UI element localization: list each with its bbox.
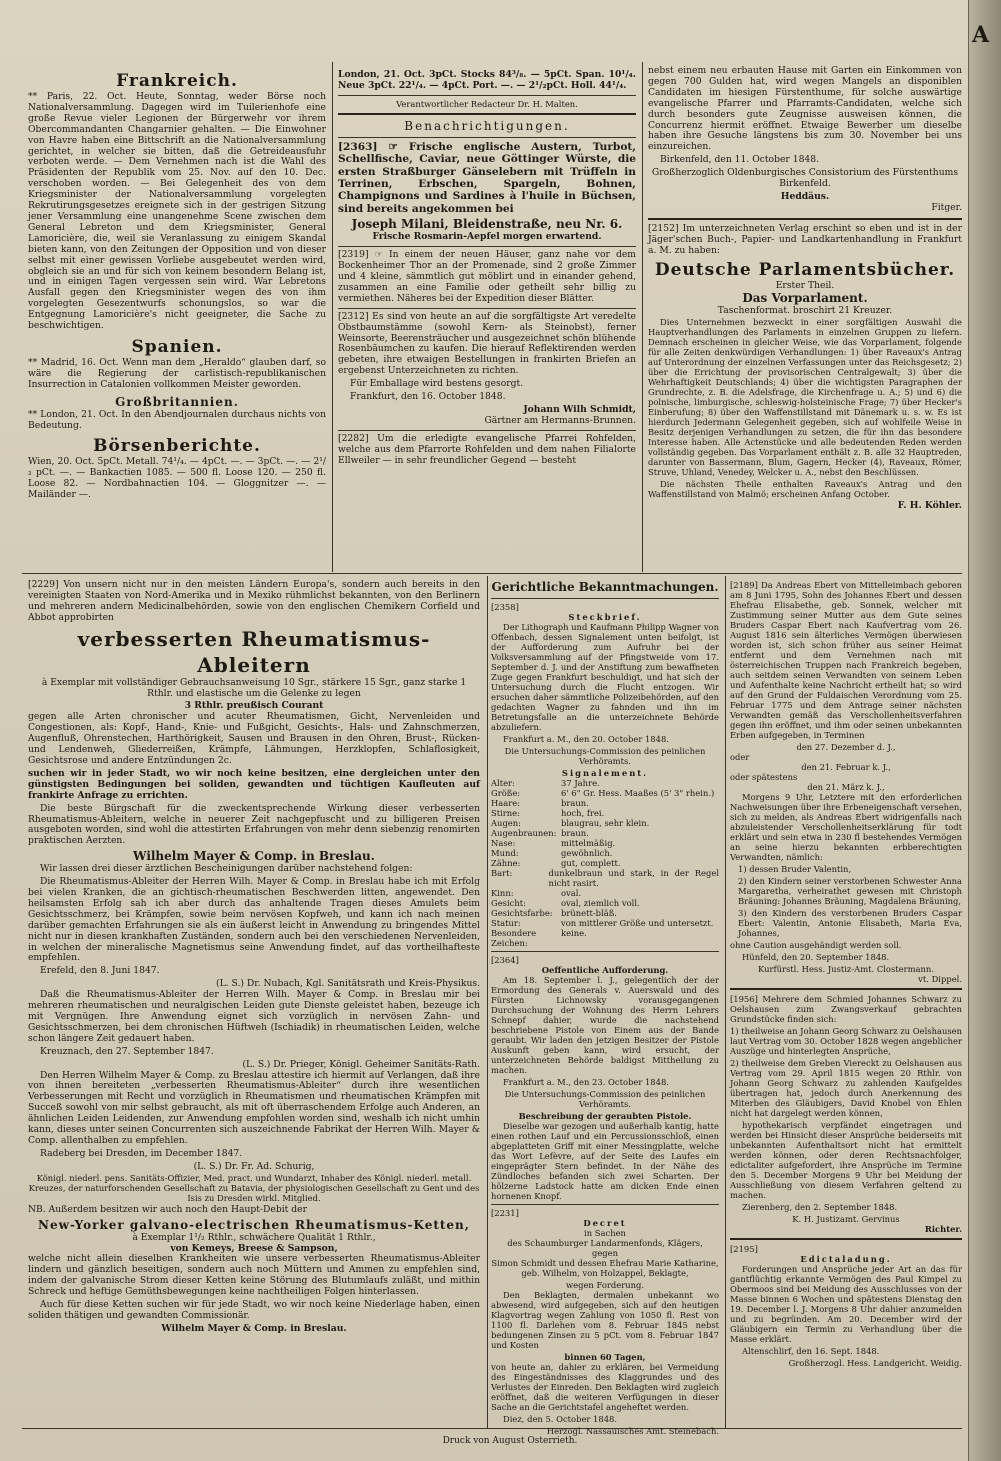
heading-gb: Großbritannien. [115, 394, 239, 409]
page-edge [968, 0, 1001, 1461]
signalement-value: dunkelbraun und stark, in der Regel nicht rasirt. [548, 868, 719, 888]
decret-defendants: Simon Schmidt und dessen Ehefrau Marie Katharine, geb. Wilhelm, von Holzappel, Beklagte, [491, 1258, 719, 1278]
edict-heading: Edictaladung. [800, 1254, 892, 1264]
decret-gegen: gegen [591, 1248, 619, 1258]
column-news [28, 70, 326, 570]
rheuma-courant: 3 Rthlr. preußisch Courant [184, 700, 324, 712]
rheuma-sig: Wilhelm Mayer & Comp. in Breslau. [161, 1322, 347, 1334]
signalement-row [491, 848, 719, 858]
heading-boerse: Börsenberichte. [93, 436, 261, 457]
notice-1956-item-2: 2) theilweise dem Greben Viereckt zu Oelshausen aus Vertrag vom 29. April 1815 wegen 20 Rthlr. von Johann Georg Schwarz zu zahlenden Kaufgeldes übertragen hat, jedoch durch Anerkennung des Miterben des Gläubigers, David Knobel von Ehlen nicht hat dargelegt werden können, [730, 1058, 962, 1118]
divider [730, 988, 962, 990]
column-ads-right [648, 66, 962, 570]
article-madrid: ** Madrid, 16. Oct. Wenn man dem „Heraldo“ glauben darf, so wäre die Regierung der carlistisch-republikanischen Insurrection in Catalonien vollkommen Meister geworden. [28, 356, 326, 390]
signalement-value: keine. [561, 928, 587, 938]
pistole-heading: Beschreibung der geraubten Pistole. [518, 1111, 692, 1121]
ad-2319: [2319] ☞ In einem der neuen Häuser, ganz nahe vor dem Bockenheimer Thor an der Promenade, sind 2 große Zimmer und 4 kleine, sämmtlich gut möblirt und in einander gehend, zusammen an eine Familie oder getheilt sehr billig zu vermiethen. Näheres bei der Expedition dieser Blätter. [338, 249, 636, 304]
ad-2282: [2282] Um die erledigte evangelische Pfarrei Rohfelden, welche aus dem Pfarrorte Rohfelden und dem nahen Filialorte Ellweiler — in sehr freundlicher Gegend — besteht [338, 432, 636, 466]
steckbrief-commission: Die Untersuchungs-Commission des peinlichen Verhöramts. [504, 746, 706, 766]
divider [338, 95, 636, 96]
heading-spain: Spanien. [131, 336, 223, 357]
decret-forderung: wegen Forderung. [565, 1280, 645, 1290]
notice-2189-date: Hünfeld, den 20. September 1848. [742, 952, 890, 962]
ad-milani: Joseph Milani, Bleidenstraße, neu Nr. 6. [351, 217, 623, 232]
signalement-row [491, 838, 719, 848]
rheuma-nb: NB. Außerdem besitzen wir auch noch den Haupt-Debit der [28, 1203, 307, 1215]
ketten-price: à Exemplar 1¹/₂ Rthlr., schwächere Qualität 1 Rthlr., [132, 1231, 376, 1243]
column-rule [487, 576, 488, 1428]
heading-france: Frankreich. [116, 71, 238, 91]
notice-1956-body: hypothekarisch verpfändet eingetragen und werden bei Hinsicht dieser Ansprüche beiderseits mit unbekannten Aufenthaltsort nicht hat ermittelt werden können, oder deren Rechtsnachfolger, edictaliter aufgefordert, ihre Ansprüche im Termine den 5. December Morgens 9 Uhr bei Meidung der Ausschließung von diesem Verfahren geltend zu machen. [730, 1120, 962, 1200]
column-rule [332, 62, 333, 572]
heading-notices: Benachrichtigungen. [404, 118, 570, 133]
notice-2231-id: [2231] [491, 1208, 519, 1218]
steckbrief-heading: Steckbrief. [568, 612, 642, 622]
cert-3-sig: (L. S.) Dr. Fr. Ad. Schurig, [193, 1160, 315, 1172]
book-format: Taschenformat. broschirt 21 Kreuzer. [717, 305, 893, 317]
signalement-row [491, 928, 719, 948]
notice-1956-date: Zierenberg, den 2. September 1848. [742, 1202, 898, 1212]
rheuma-intro: [2229] Von unsern nicht nur in den meisten Ländern Europa's, sondern auch bereits in den vereinigten Staaten von Nord-Amerika und in Mexiko rühmlichst bekannten, von den Berlinern und mehreren andern Medicinalbehörden, sowie von den englischen Chemikern Corfield und Abbot approbirten [28, 579, 480, 623]
rheuma-title: verbesserten Rheumatismus-Ableitern [77, 626, 431, 677]
cert-1-sig: (L. S.) Dr. Nubach, Kgl. Sanitätsrath und Kreis-Physikus. [216, 978, 480, 990]
notice-2189-authority: Kurfürstl. Hess. Justiz-Amt. Clostermann. [758, 964, 934, 974]
decret-body: Den Beklagten, dermalen unbekannt wo abwesend, wird aufgegeben, sich auf den heutigen Klagvortrag wegen Zahlung von 1050 fl. Rest von 1100 fl. Darlehen vom 8. Februar 1845 nebst bedungenen Zinsen zu 5 pCt. vom 8. Februar 1847 und Kosten [491, 1290, 719, 1350]
notice-2189-sig: vt. Dippel. [918, 974, 962, 984]
column-rule [725, 576, 726, 1428]
signalement-key: Mund: [491, 848, 519, 858]
sig-fitger: Fitger. [931, 201, 962, 213]
signalement-value: von mittlerer Größe und untersetzt. [561, 918, 714, 928]
signalement-key: Statur: [491, 918, 521, 928]
notice-1956-item-1: 1) theilweise an Johann Georg Schwarz zu Oelshausen laut Vertrag vom 30. October 1828 wegen angeblicher Auszüge und hinterlegten Ansprüche, [730, 1026, 962, 1056]
divider [338, 430, 636, 431]
notice-2189-body: Morgens 9 Uhr, Letztere mit den erforderlichen Nachweisungen über ihre Erbeneigenschaft versehen, sich zu melden, als Andreas Ebert widrigenfalls nach abzuleistender Verschollenheitserklärung für todt erklärt und sein etwa in 230 fl bestehendes Vermögen an seine hierzu bekannten erbberechtigten Verwandten, nämlich: [730, 792, 962, 862]
article-paris: ** Paris, 22. Oct. Heute, Sonntag, weder Börse noch Nationalversammlung. Dagegen wird im Tuilerienhofe eine große Revue vieler Legionen der Bürgerwehr vor ihrem Obercommandanten Changarnier gehalten. — Die Einwohner von Havre haben eine Bittschrift an die Nationalversammlung gerichtet, in welcher sie bitten, daß die Getreideausfuhr verboten werde. — Dem Vernehmen nach ist die Wahl des Präsidenten der Republik vom 25. Nov. auf den 10. Dec. verschoben worden. — Bei Gelegenheit des von dem Kriegsminister der Nationalversammlung vorgelegten Rekrutirungsgesetzes ereignete sich in der gestrigen Sitzung jener Versammlung eine unangenehme Scene zwischen dem General Lebreton und dem Kriegsminister, General Lamoricière, die, weil sie Veranlassung zu einigem Skandal bieten kann, von den Zeitungen der Opposition und von dieser selbst mit einer gewissen Vorliebe ausgebeutet werden wird, obgleich sie an und für sich von keinem besondern Belang ist, und in einigen Tagen vergessen sein wird. War Lebretons Ausfall gegen den Kriegsminister wegen des von ihm vorgelegten Gesezentwurfs schonungslos, so war die Entgegnung Lamoricière's nicht geeigneter, die Sache zu beschwichtigen. [28, 91, 326, 332]
consistorium: Großherzoglich Oldenburgisches Consistorium des Fürstenthums Birkenfeld. [651, 167, 959, 190]
book-title: Deutsche Parlamentsbücher. [654, 259, 956, 280]
decret-body-2: von heute an, dahier zu erklären, bei Vermeidung des Eingeständnisses des Klaggrundes und des Verlustes der Einreden. Den Beklagten wird zugleich eröffnet, daß die weiteren Verfügungen in dieser Sache an die Gerichtstafel angeheftet werden. [491, 1362, 719, 1412]
ad-schmidt: Johann Wilh Schmidt, [523, 403, 636, 415]
cert-1: Die Rheumatismus-Ableiter der Herren Wilh. Mayer & Comp. in Breslau habe ich mit Erfolg bei vielen Kranken, die an gichtisch-rheumatischen Beschwerden litten, angewendet. Den heilsamsten Erfolg sah ich aber durch das anhaltende Tragen dieses Amulets beim Gesichtsschmerz, bei Krämpfen, sowie beim nervösen Kopfweh, und kann ich nach meinen darüber gemachten Erfahrungen sie als ein äußerst leicht in Anwendung zu bringendes Mittel nicht nur in diesen krankhaften Zuständen, sondern auch bei den verschiedenen Nervenleiden, in welchen der mineralische Magnetismus seine Anwendung findet, auf das vortheilhafteste empfehlen. [28, 876, 480, 964]
signalement-value: gewöhnlich. [561, 848, 613, 858]
term-2: den 21. Februar k. J., [801, 762, 891, 772]
sig-heddaeus: Heddäus. [780, 190, 830, 202]
signalement-row [491, 888, 719, 898]
court-heading: Gerichtliche Bekanntmachungen. [491, 580, 719, 594]
edict-authority: Großherzogl. Hess. Landgericht. Weidig. [788, 1358, 962, 1368]
pfarrei-cont: nebst einem neu erbauten Hause mit Garten ein Einkommen von gegen 700 Gulden hat, wird wegen Mangels an disponiblen Candidaten im hiesigen Fürstenthume, für solche auswärtige evangelische Pfarrer und Pfarramts-Candidaten, welche sich durch besonders gute Zeugnisse ausweisen können, die Concurrenz hiermit eröffnet. Etwaige Bewerber um dieselbe haben ihre Gesuche längstens bis zum 30. November bei uns einzureichen. [648, 65, 962, 153]
term-3: den 21. März k. J., [807, 782, 885, 792]
heirs-list-item: 1) dessen Bruder Valentin, [738, 864, 852, 874]
book-part: Erster Theil. [775, 279, 835, 291]
signalement-key: Alter: [491, 778, 515, 788]
notice-2189-caution: ohne Caution ausgehändigt werden soll. [730, 940, 902, 950]
signalement-row [491, 828, 719, 838]
signalement-row [491, 818, 719, 828]
next-page-fragment: A [972, 22, 991, 48]
ad-emballage: Für Emballage wird bestens gesorgt. [350, 378, 524, 390]
ketten-auch: Auch für diese Ketten suchen wir für jede Stadt, wo wir noch keine Niederlage haben, einen soliden thätigen und gewandten Commissionär. [28, 1299, 480, 1321]
divider [338, 308, 636, 309]
signalement-list [491, 778, 719, 948]
decret-plaintiff: des Schaumburger Landarmenfonds, Klägers, [507, 1238, 703, 1248]
signalement-row [491, 788, 719, 798]
rheuma-lassen: Wir lassen drei dieser ärztlichen Bescheinigungen darüber nachstehend folgen: [40, 863, 413, 875]
signalement-key: Stirne: [491, 808, 520, 818]
signalement-row [491, 808, 719, 818]
ad-2363: [2363] ☞ Frische englische Austern, Turbot, Schellfische, Caviar, neue Göttinger Würste, die ersten Straßburger Gänselebern mit Trüffeln in Terrinen, Erbschen, Spargeln, Bohnen, Champignons und Sardines à l'huile in Büchsen, sind bereits angekommen bei [338, 140, 636, 215]
column-ads [338, 70, 636, 570]
printer-imprint: Druck von August Osterrieth. [442, 1436, 578, 1446]
signalement-key: Nase: [491, 838, 516, 848]
term-oder-1: oder [730, 752, 750, 762]
decret-heading: Decret [583, 1218, 627, 1228]
ad-gaertner: Gärtner am Hermanns-Brunnen. [484, 414, 636, 426]
term-1: den 27. Dezember d. J., [796, 742, 896, 752]
article-london: ** London, 21. Oct. In den Abendjournalen durchaus nichts von Bedeutung. [28, 408, 326, 431]
divider [491, 1204, 719, 1205]
notice-1956-sig: Richter. [924, 1224, 962, 1234]
cert-2: Daß die Rheumatismus-Ableiter der Herren Wilh. Mayer & Comp. in Breslau mir bei mehreren rheumatischen und neuralgischen Leiden gute Dienste geleistet haben, bezeuge ich mit Vergnügen. Ihre Anwendung eignet sich vorzüglich in nervösen Zahn- und Gesichtsschmerzen, bei dem chronischen Hüftweh (Ischiadik) in rheumatischen Leiden, welche schon längere Zeit gedauert haben. [28, 989, 480, 1044]
signalement-key: Bart: [491, 868, 513, 878]
ketten-title: New-Yorker galvano-electrischen Rheumatismus-Ketten, [38, 1217, 470, 1232]
notice-2189: [2189] Da Andreas Ebert von Mittelleimbach geboren am 8 Juni 1795, Sohn des Johannes Ebert und dessen Ehefrau Elisabethe, geb. Sonnek, welcher mit Zustimmung seiner Mutter aus dem Gute seines Bruders Caspar Ebert nach Kaufvertrag vom 26. August 1816 sein älterliches Vermögen überwiesen worden ist, sich schon früher aus seiner Heimat entfernt und dem Vernehmen nach mit österreichischen Truppen nach Frankreich begeben, auch seitdem seinen Verwandten von seinem Leben und Aufenthalte keine Nachricht ertheilt hat; so wird auf den Grund der Fuldaischen Verordnung vom 25. Februar 1775 und dem Antrage seiner nächsten Verwandten gemäß das Verschollenheitsverfahren gegen ihn eröffnet, und ihm oder seinen unbekannten Erben aufgegeben, in Terminen [730, 580, 962, 740]
heirs-list-item: 2) den Kindern seiner verstorbenen Schwester Anna Margaretha, verheirathet gewesen mit Christoph Bräuning: Johannes Bräuning, Magdalena Bräuning, [738, 876, 962, 906]
signalement-value: brünett-bläß. [561, 908, 617, 918]
article-wien: Wien, 20. Oct. 5pCt. Metall. 74¹/₄. — 4pCt. —. — 3pCt. —. — 2¹/₂ pCt. —. — Bankactien 1085. — 500 fl. Loose 120. — 250 fl. Loose 82. — Nordbahnactien 104. — Gloggnitzer —. — Mailänder —. [28, 456, 326, 501]
column-edicts [730, 580, 962, 1426]
sig-koehler: F. H. Köhler. [897, 500, 962, 512]
signalement-value: blaugrau, sehr klein. [561, 818, 650, 828]
book-next: Die nächsten Theile enthalten Raveaux's Antrag und den Waffenstillstand von Malmö; erscheinen Anfang October. [648, 479, 962, 500]
decret-deadline: binnen 60 Tagen, [564, 1352, 646, 1362]
decret-authority: Herzogl. Nassauisches Amt. Steinebach. [546, 1426, 719, 1436]
signalement-key: Größe: [491, 788, 521, 798]
cert-2-date: Kreuznach, den 27. September 1847. [40, 1045, 214, 1057]
notice-2358-id: [2358] [491, 602, 519, 612]
cert-2-sig: (L. S.) Dr. Prieger, Königl. Geheimer Sanitäts-Rath. [242, 1058, 480, 1070]
divider [491, 598, 719, 599]
signalement-row [491, 858, 719, 868]
section-rule [22, 573, 962, 574]
signalement-row [491, 898, 719, 908]
editor-line: Verantwortlicher Redacteur Dr. H. Malten. [396, 98, 578, 109]
rheuma-buergschaft: Die beste Bürgschaft für die zweckentsprechende Wirkung dieser verbesserten Rheumatismus-Ableitern, welche in neuerer Zeit nachgepfuscht und zu billigeren Preisen ausgeboten worden, sind wohl die attestirten Erfahrungen von mehr denn siebenzig renomirten praktischen Aerzten. [28, 802, 480, 847]
signalement-value: hoch, frei. [561, 808, 605, 818]
book-subtitle: Das Vorparlament. [742, 291, 868, 306]
signalement-row [491, 798, 719, 808]
ad-rosmarin: Frische Rosmarin-Aepfel morgen erwartend. [372, 231, 602, 243]
column-rule [642, 62, 643, 572]
divider [338, 246, 636, 247]
edict-date: Altenschlirf, den 16. Sept. 1848. [742, 1346, 880, 1356]
signalement-key: Augenbraunen: [491, 828, 557, 838]
signalement-heading: Signalement. [561, 768, 649, 778]
signalement-value: oval, ziemlich voll. [561, 898, 640, 908]
signalement-value: 6' 6" Gr. Hess. Maaßes (5' 3" rhein.) [561, 788, 715, 798]
signalement-value: mittelmäßig. [561, 838, 616, 848]
pistole-body: Dieselbe war gezogen und außerhalb kantig, hatte einen rothen Lauf und ein Percussionsschloß, einen abgeplatteten Griff mit einer Messingplatte, welche das Wort Lefèvre, auf der Seite des Laufes ein eingeprägter Stern befindet. In der Nähe des Zündloches befanden sich zwei Scharten. Der hölzerne Ladstock hatte am dicken Ende einen hornenen Knopf. [491, 1121, 719, 1201]
heirs-list-item: 3) den Kindern des verstorbenen Bruders Caspar Ebert: Valentin, Antonie Elisabeth, Maria Eva, Johannes, [738, 908, 962, 938]
cert-3-titles: Königl. niederl. pens. Sanitäts-Offizier, Med. pract. und Wundarzt, Inhaber des Königl. niederl. metall. Kreuzes, der naturforschenden Gesellschaft zu Batavia, der physiologischen Gesellschaft zu Gent und des Isis zu Dresden wirkl. Mitglied. [28, 1172, 480, 1203]
signalement-key: Augen: [491, 818, 521, 828]
ad-2312: [2312] Es sind von heute an auf die sorgfältigste Art veredelte Obstbaumstämme (sowohl Kern- als Steinobst), ferner Weinsorte, Beerensträucher und ausgezeichnet schön blühende Rosenbäumchen zu kaufen. Die hierauf Reflektirenden werden gebeten, ihre etwaigen Bestellungen in frankirten Briefen an ergebenst Unterzeichneten zu richten. [338, 310, 636, 377]
notice-2195-id: [2195] [730, 1244, 758, 1254]
decret-date: Diez, den 5. October 1848. [503, 1414, 618, 1424]
signalement-row [491, 868, 719, 888]
notice-1956-authority: K. H. Justizamt. Gervinus [792, 1214, 900, 1224]
divider [491, 951, 719, 952]
signalement-value: 37 Jahre. [561, 778, 600, 788]
ad-2152: [2152] Im unterzeichneten Verlag erschint so eben und ist in der Jäger'schen Buch-, Papier- und Landkartenhandlung in Frankfurt a. M. zu haben: [648, 222, 962, 256]
signalement-key: Gesicht: [491, 898, 526, 908]
divider [730, 1238, 962, 1240]
ketten-maker: von Kemeys, Breese & Sampson, [170, 1242, 338, 1254]
signalement-key: Haare: [491, 798, 521, 808]
ad-date: Frankfurt, den 16. October 1848. [350, 391, 506, 403]
aufforderung-commission: Die Untersuchungs-Commission des peinlichen Verhöramts. [504, 1089, 706, 1109]
rheuma-price: à Exemplar mit vollständiger Gebrauchsanweisung 10 Sgr., stärkere 15 Sgr., ganz starke 1 Rthlr. und elastische um die Gelenke zu legen [41, 676, 467, 699]
rheuma-against: gegen alle Arten chronischer und acuter Rheumatismen, Gicht, Nervenleiden und Congestionen, als: Kopf-, Hand-, Knie- und Fußgicht, Gesichts-, Hals- und Zahnschmerzen, Augenfluß, Ohrenstechen, Harthörigkeit, Sausen und Brausen in den Ohren, Brust-, Rücken- und Lendenweh, Gliederreißen, Krämpfe, Lähmungen, Herzklopfen, Schlaflosigkeit, Gesichtsrose und andere Entzündungen 2c. [28, 711, 480, 766]
signalement-value: braun. [561, 798, 589, 808]
ketten-body: welche nicht allein dieselben Krankheiten wie unsere verbesserten Rheumatismus-Ableiter lindern und gänzlich beseitigen, sondern auch noch Müttern und Ammen zu empfehlen sind, indem der galvanische Strom dieser Ketten keine Störung des Blutumlaufs zuläßt, und mithin Schreck und heftige Gemüthsbewegungen keine nachtheiligen Folgen hinterlassen. [28, 1253, 480, 1298]
signalement-key: Besondere Zeichen: [491, 928, 537, 948]
heirs-list [730, 864, 962, 938]
steckbrief-body: Der Lithograph und Kaufmann Philipp Wagner von Offenbach, dessen Signalement unten beifolgt, ist der Aufforderung zum Aufruhr bei der Volksversammlung auf der Pfingstweide vom 17. September d. J. und der Anstiftung zum bewaffneten Zuge gegen Frankfurt beschuldigt, und hat sich der Untersuchung durch die Flucht entzogen. Wir ersuchen daher sämmtliche Polizeibehörden, auf den gedachten Wagner zu fahnden und ihn im Betretungsfalle an die unterzeichnete Behörde abzuliefern. [491, 622, 719, 732]
rheuma-suchen: suchen wir in jeder Stadt, wo wir noch keine besitzen, eine dergleichen unter den günstigsten Bedingungen bei soliden, gewandten und tüchtigen Kaufleuten auf frankirte Anfrage zu errichten. [28, 767, 480, 801]
decret-sachen: in Sachen [584, 1228, 626, 1238]
rheuma-firm: Wilhelm Mayer & Comp. in Breslau. [133, 849, 375, 864]
london-stocks: London, 21. Oct. 3pCt. Stocks 84³/₈. — 5pCt. Span. 10¹/₄. Neue 3pCt. 22¹/₄. — 4pCt. Port. —. — 2¹/₂pCt. Holl. 44¹/₄. [338, 69, 636, 91]
signalement-row [491, 778, 719, 788]
divider [648, 218, 962, 220]
column-court [491, 580, 719, 1436]
birkenfeld-date: Birkenfeld, den 11. October 1848. [660, 154, 820, 166]
notice-1956: [1956] Mehrere dem Schmied Johannes Schwarz zu Oelshausen zum Zwangsverkauf gebrachten Grundstücke finden sich: [730, 994, 962, 1024]
cert-3: Den Herren Wilhelm Mayer & Comp. zu Breslau attestire ich hiermit auf Verlangen, daß ihre von ihnen bereiteten „verbesserten Rheumatismus-Ableiter“ durch ihre wesentlichen Verbesserungen mit Recht und vorzüglich in Rheumatismen und rheumatischen Krämpfen mit Succeß sowohl von mir selbst gebraucht, als mit oft überraschendem Erfolge auch Anderen, an ähnlichen Leiden Leidenden, zur Anwendung empfohlen worden sind, weshalb ich nicht umhin kann, dieses unter seinen Concurrenten sich auszeichnende Fabrikat der Herren Wilh. Mayer & Comp. allenthalben zu empfehlen. [28, 1069, 480, 1146]
steckbrief-date: Frankfurt a. M., den 20. October 1848. [503, 734, 669, 744]
signalement-value: braun. [561, 828, 589, 838]
signalement-key: Kinn: [491, 888, 514, 898]
signalement-row [491, 908, 719, 918]
cert-3-date: Radeberg bei Dresden, im December 1847. [40, 1147, 243, 1159]
edict-body: Forderungen und Ansprüche jeder Art an das für gantflüchtig erkannte Vermögen des Paul Kimpel zu Obermoos sind bei Meidung des Ausschlusses von der Masse binnen 6 Wochen und spätestens Dienstag den 19. December l. J. Morgens 8 Uhr dahier anzumelden und zu begründen. Am 20. December wird der Gläubigern ein Termin zu Verhandlung über die Masse erklärt. [730, 1264, 962, 1344]
ad-rheumatismus [28, 580, 480, 1426]
book-description: Dies Unternehmen bezweckt in einer sorgfältigen Auswahl die Hauptverhandlungen des Parlaments in einzelnen Gruppen zu liefern. Demnach erscheinen in gleicher Weise, wie das Vorparlament, folgende für alle Zeiten denkwürdigen Verhandlungen: 1) über Raveaux's Antrag auf Unterordnung der einzelnen Verfassungen unter das Reichsgesetz; 2) über die Errichtung der provisorischen Centralgewalt; 3) über die Wehrhaftigkeit Deutschlands; 4) über die wichtigsten Paragraphen der Grundrechte, z. B. die Adelsfrage, die Kirchenfrage u. A.; 5) und 6) die polnische, limburgische, schleswig-holsteinische Frage; 7) über Hecker's Einberufung; 8) über den Waffenstillstand mit Dänemark u. s. w. Es ist hierdurch Jedermann Gelegenheit gegeben, sich auf wohlfeile Weise in Besitz derjenigen Verhandlungen zu setzen, die für ihn das besondere Interesse haben. Alle Actenstücke und alle bedeutenden Reden werden vollständig gegeben. Das Vorparlament enthält z. B. alle 32 Hauptreden, darunter von Bassermann, Blum, Gagern, Hecker (4), Raveaux, Römer, Struve, Uhland, Venedey, Welcker u. A., nebst den Beschlüssen. [648, 317, 962, 478]
signalement-key: Gesichtsfarbe: [491, 908, 553, 918]
cert-1-date: Erefeld, den 8. Juni 1847. [40, 965, 160, 977]
aufforderung-body: Am 18. September l. J., gelegentlich der der Ermordung des Generals v. Auerswald und des Fürsten Lichnowsky vorausgegangenen Durchsuchung der Wohnung des Herrn Lehrers Schnepf dahier, wurde die nachstehend beschriebene Pistole von Einem aus der Bande geraubt. Wir laden den jetzigen Besitzer der Pistole Auskunft geben kann, wird ersucht, der unterzeichneten Behörde baldigst Mittheilung zu machen. [491, 975, 719, 1075]
divider [338, 137, 636, 138]
signalement-row [491, 918, 719, 928]
aufforderung-date: Frankfurt a. M., den 23. October 1848. [503, 1077, 669, 1087]
signalement-key: Zähne: [491, 858, 521, 868]
divider [338, 113, 636, 115]
signalement-value: gut, complett. [561, 858, 621, 868]
signalement-value: oval. [561, 888, 582, 898]
notice-2364-id: [2364] [491, 955, 519, 965]
aufforderung-heading: Oeffentliche Aufforderung. [541, 965, 669, 975]
term-oder-2: oder spätestens [730, 772, 798, 782]
